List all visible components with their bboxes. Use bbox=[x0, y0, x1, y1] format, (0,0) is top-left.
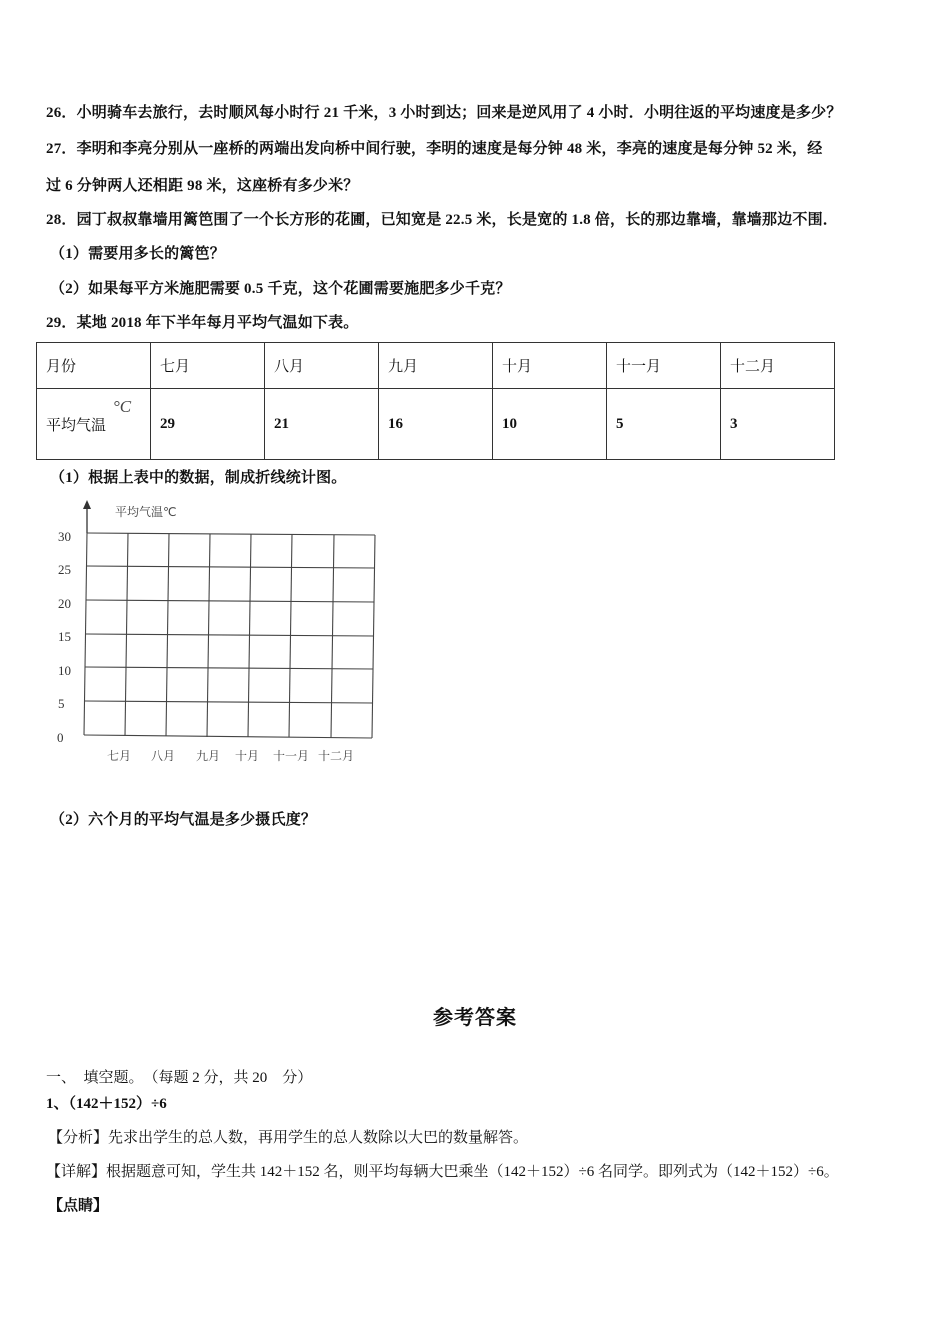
answer-1-comment: 【点睛】 bbox=[48, 1198, 109, 1214]
x-tick: 十二月 bbox=[318, 749, 355, 763]
table-header-row bbox=[37, 343, 835, 389]
month-cell: 十月 bbox=[493, 343, 607, 389]
y-tick: 25 bbox=[58, 562, 71, 577]
row-label: 平均气温 bbox=[46, 417, 107, 434]
value-cell: 3 bbox=[721, 389, 835, 460]
month-cell: 九月 bbox=[379, 343, 493, 389]
month-cell: 十一月 bbox=[607, 343, 721, 389]
value-cell: 10 bbox=[493, 389, 607, 460]
header-label: 月份 bbox=[37, 343, 151, 389]
y-tick: 15 bbox=[58, 629, 71, 644]
value-cell: 21 bbox=[265, 389, 379, 460]
value-cell: 5 bbox=[607, 389, 721, 460]
question-28: 28．园丁叔叔靠墙用篱笆围了一个长方形的花圃，已知宽是 22.5 米，长是宽的 1.8 倍，长的那边靠墙，靠墙那边不围． bbox=[46, 212, 839, 228]
x-tick: 九月 bbox=[196, 749, 221, 763]
answer-section-heading: 一、 填空题。 （每题 2 分，共 20 分） bbox=[46, 1070, 313, 1086]
row-label-cell bbox=[37, 389, 151, 460]
chart-y-title: 平均气温℃ bbox=[115, 505, 177, 519]
grid-lines bbox=[84, 533, 375, 738]
month-cell: 七月 bbox=[151, 343, 265, 389]
answer-section-title: 参考答案 bbox=[433, 1005, 517, 1029]
answer-1: 1、（142＋152）÷6 bbox=[46, 1096, 167, 1112]
x-tick: 十月 bbox=[235, 749, 260, 763]
unit-label: °C bbox=[113, 397, 132, 416]
month-cell: 十二月 bbox=[721, 343, 835, 389]
value-cell: 29 bbox=[151, 389, 265, 460]
y-tick: 5 bbox=[58, 696, 65, 711]
value-cell: 16 bbox=[379, 389, 493, 460]
y-tick: 20 bbox=[58, 596, 71, 611]
question-28-part2: （2）如果每平方米施肥需要 0.5 千克，这个花圃需要施肥多少千克？ bbox=[50, 281, 511, 297]
question-26: 26．小明骑车去旅行，去时顺风每小时行 21 千米，3 小时到达；回来是逆风用了 4 小时．小明往返的平均速度是多少？ bbox=[46, 105, 842, 121]
chart-grid-svg bbox=[40, 495, 400, 775]
question-29: 29．某地 2018 年下半年每月平均气温如下表。 bbox=[46, 315, 359, 331]
question-27-line2: 过 6 分钟两人还相距 98 米，这座桥有多少米？ bbox=[46, 178, 359, 194]
answer-1-detail: 【详解】根据题意可知，学生共 142＋152 名，则平均每辆大巴乘坐（142＋152）÷6 名同学。即列式为（142＋152）÷6。 bbox=[46, 1164, 839, 1180]
answer-1-analysis: 【分析】先求出学生的总人数，再用学生的总人数除以大巴的数量解答。 bbox=[48, 1130, 529, 1146]
temperature-table bbox=[36, 342, 835, 460]
question-29-part1: （1）根据上表中的数据，制成折线统计图。 bbox=[50, 470, 347, 486]
x-tick: 八月 bbox=[151, 749, 176, 763]
question-27-line1: 27．李明和李亮分别从一座桥的两端出发向桥中间行驶，李明的速度是每分钟 48 米，李亮的速度是每分钟 52 米，经 bbox=[46, 141, 823, 157]
question-29-part2: （2）六个月的平均气温是多少摄氏度？ bbox=[50, 812, 317, 828]
x-tick: 七月 bbox=[107, 749, 132, 763]
y-axis-arrow-icon bbox=[83, 500, 91, 509]
y-tick: 30 bbox=[58, 529, 71, 544]
month-cell: 八月 bbox=[265, 343, 379, 389]
y-tick: 0 bbox=[57, 730, 64, 745]
y-tick: 10 bbox=[58, 663, 71, 678]
question-28-part1: （1）需要用多长的篱笆？ bbox=[50, 246, 225, 262]
table-value-row bbox=[37, 389, 835, 460]
blank-line-chart-grid bbox=[40, 495, 400, 775]
x-tick: 十一月 bbox=[273, 749, 310, 763]
